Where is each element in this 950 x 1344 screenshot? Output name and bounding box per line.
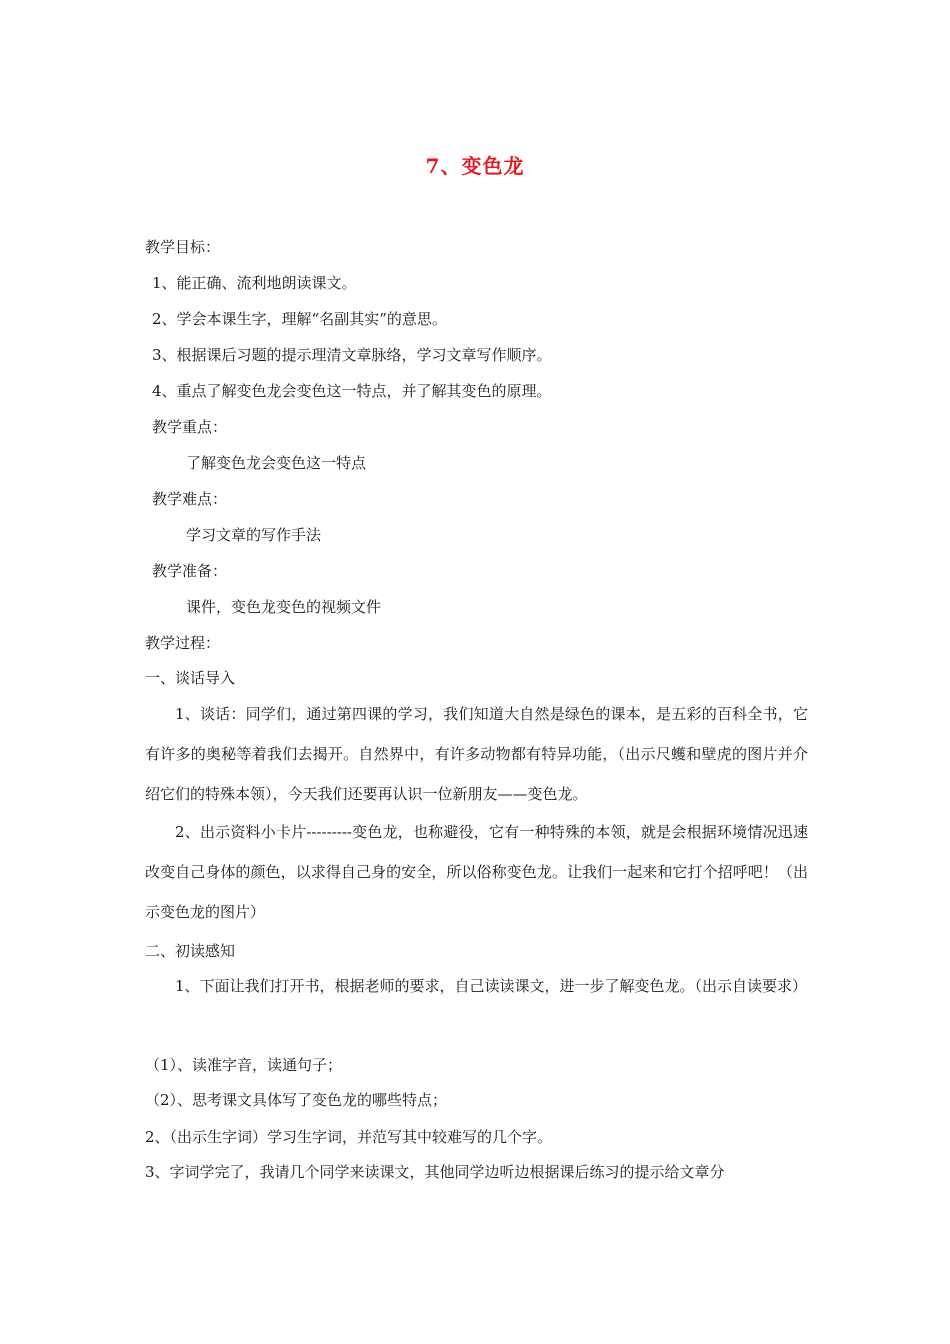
section-heading: 二、初读感知: [145, 942, 236, 960]
section-heading: 一、谈话导入: [145, 669, 236, 687]
preparation-content: 课件，变色龙变色的视频文件: [186, 598, 382, 616]
list-item: （1）、读准字音，读通句子；: [145, 1056, 343, 1074]
objective-item: 4、重点了解变色龙会变色这一特点，并了解其变色的原理。: [152, 382, 552, 400]
objective-item: 2、学会本课生字，理解“名副其实”的意思。: [152, 310, 447, 328]
list-item: （2）、思考课文具体写了变色龙的哪些特点；: [145, 1091, 448, 1109]
preparation-heading: 教学准备：: [152, 562, 228, 580]
objectives-heading: 教学目标：: [145, 238, 221, 256]
document-title: 7、变色龙: [425, 154, 525, 178]
objective-item: 3、根据课后习题的提示理清文章脉络，学习文章写作顺序。: [152, 346, 552, 364]
key-points-content: 了解变色龙会变色这一特点: [186, 454, 367, 472]
paragraph: 1、谈话：同学们，通过第四课的学习，我们知道大自然是绿色的课本，是五彩的百科全书，它有许多的奥秘等着我们去揭开。自然界中，有许多动物都有特异功能，（出示尺蠖和壁虎的图片并介绍它们的特殊本领），今天我们还要再认识一位新朋友——变色龙。: [145, 705, 808, 803]
paragraph: 1、下面让我们打开书，根据老师的要求，自己读读课文，进一步了解变色龙。（出示自读要求）: [175, 977, 808, 995]
list-item: 3、字词学完了，我请几个同学来读课文，其他同学边听边根据课后练习的提示给文章分: [145, 1163, 725, 1181]
difficulties-heading: 教学难点：: [152, 490, 228, 508]
process-heading: 教学过程：: [145, 634, 221, 652]
key-points-heading: 教学重点：: [152, 418, 228, 436]
list-item: 2、（出示生字词）学习生字词，并范写其中较难写的几个字。: [145, 1128, 553, 1146]
paragraph: 2、出示资料小卡片---------变色龙，也称避役，它有一种特殊的本领，就是会根据环境情况迅速改变自己身体的颜色，以求得自己身的安全，所以俗称变色龙。让我们一起来和它打个招呼吧！（出示变色龙的图片）: [145, 823, 808, 921]
difficulties-content: 学习文章的写作手法: [186, 526, 322, 544]
objective-item: 1、能正确、流利地朗读课文。: [152, 274, 357, 292]
